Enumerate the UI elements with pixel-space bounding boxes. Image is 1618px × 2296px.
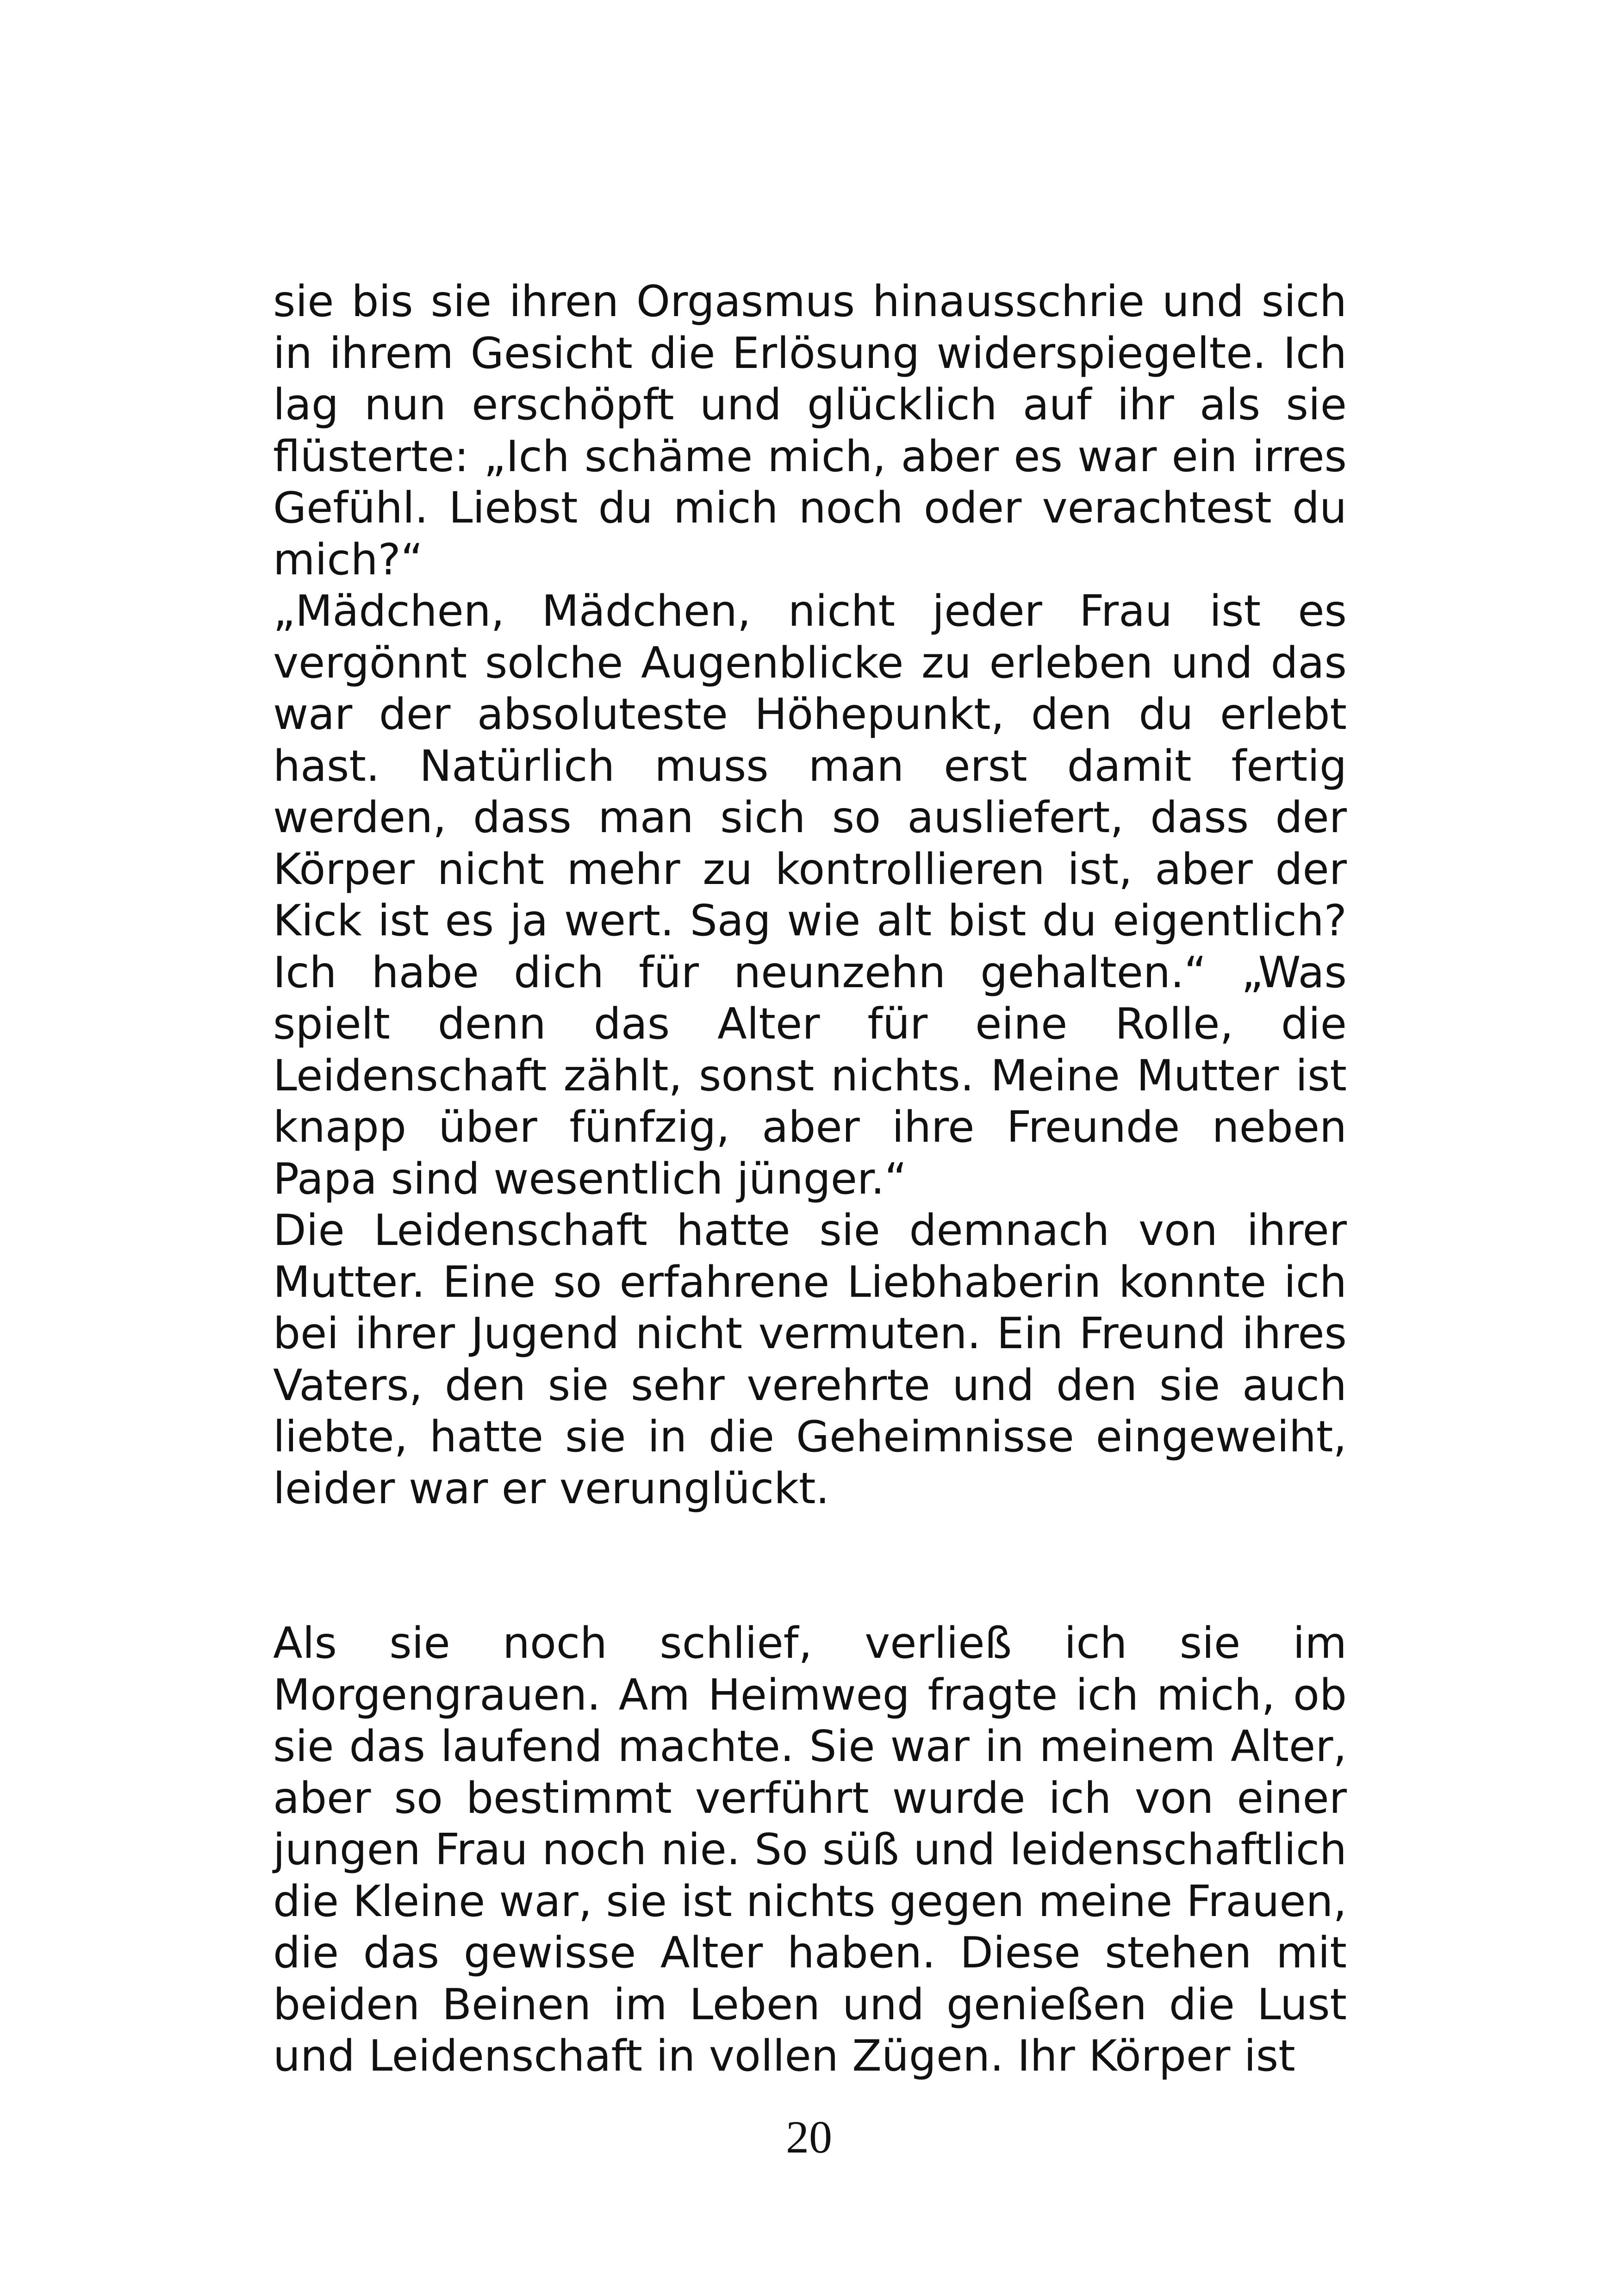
paragraph-3: Die Leidenschaft hatte sie demnach von ihrer Mutter. Eine so erfahrene Liebhaberin konnte ich bei ihrer Jugend nicht vermuten. Ein Freund ihres Vaters, den sie sehr verehrte und den sie auch liebte, hatte sie in die Geheimnisse eingeweiht, leider war er verunglückt. <box>273 1205 1347 1513</box>
paragraph-2: „Mädchen, Mädchen, nicht jeder Frau ist es vergönnt solche Augenblicke zu erleben und das war der absoluteste Höhepunkt, den du erlebt hast. Natürlich muss man erst damit fertig werden, dass man sich so ausliefert, dass der Körper nicht mehr zu kontrollieren ist, aber der Kick ist es ja wert. Sag wie alt bist du eigentlich? Ich habe dich für neunzehn gehalten.“ „Was spielt denn das Alter für eine Rolle, die Leidenschaft zählt, sonst nichts. Meine Mutter ist knapp über fünfzig, aber ihre Freunde neben Papa sind wesentlich jünger.“ <box>273 586 1347 1204</box>
body-text <box>273 276 1347 2082</box>
paragraph-4: Als sie noch schlief, verließ ich sie im Morgengrauen. Am Heimweg fragte ich mich, ob sie das laufend machte. Sie war in meinem Alter, aber so bestimmt verführt wurde ich von einer jungen Frau noch nie. So süß und leidenschaftlich die Kleine war, sie ist nichts gegen meine Frauen, die das gewisse Alter haben. Diese stehen mit beiden Beinen im Leben und genießen die Lust und Leidenschaft in vollen Zügen. Ihr Körper ist <box>273 1618 1347 2081</box>
page-number: 20 <box>786 2111 832 2163</box>
paragraph-gap <box>273 1514 1347 1618</box>
paragraph-1: sie bis sie ihren Orgasmus hinausschrie und sich in ihrem Gesicht die Erlösung widerspiegelte. Ich lag nun erschöpft und glücklich auf ihr als sie flüsterte: „Ich schäme mich, aber es war ein irres Gefühl. Liebst du mich noch oder verachtest du mich?“ <box>273 276 1347 585</box>
